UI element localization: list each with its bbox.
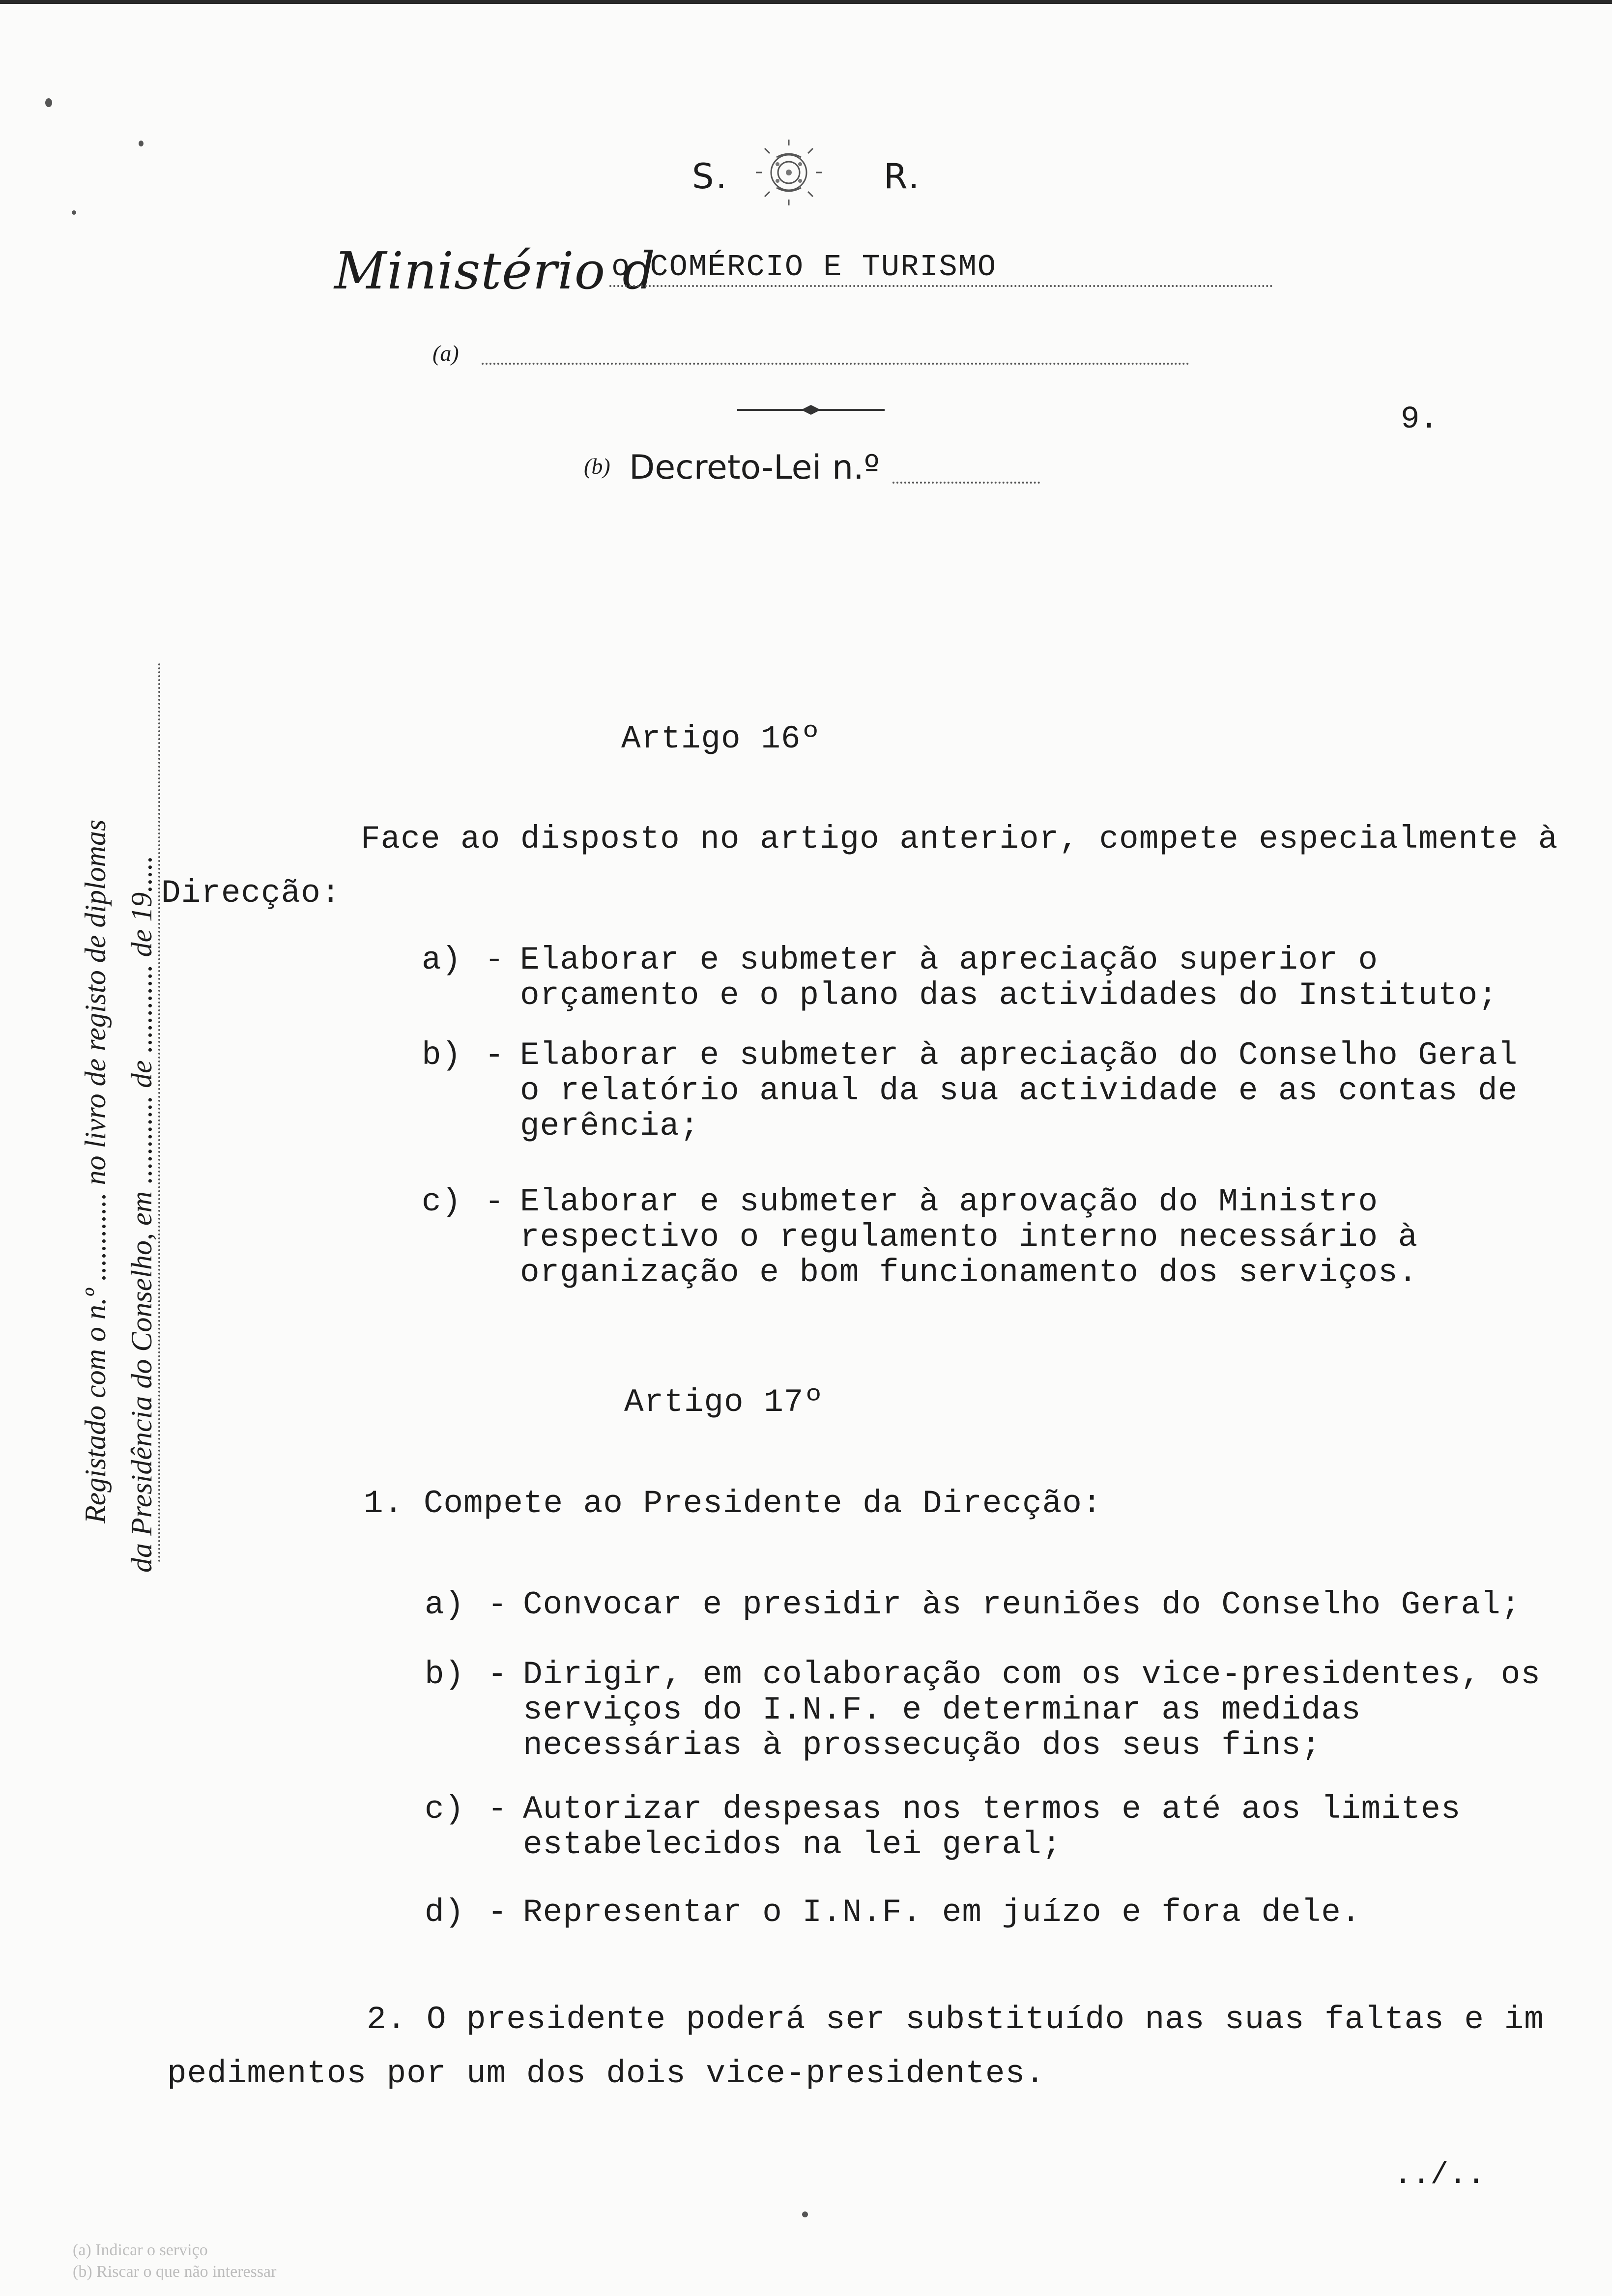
margin-council-line: da Presidência do Conselho, em ............ de ............ de 19..... [125,855,158,1573]
item-label: c) [425,1791,465,1828]
item-label: b) [422,1037,462,1074]
scan-speck [45,98,52,107]
item-dash: - [488,1791,508,1828]
item-text: Elaborar e submeter à aprovação do Ministro respectivo o regulamento interno necessário à organização e bom funcionamento dos serviços. [520,1183,1418,1291]
article-16-item-c [422,1184,1572,1292]
item-text: Elaborar e submeter à apreciação do Conselho Geral o relatório anual da sua actividade e as contas de gerência; [520,1037,1518,1145]
article-16-item-a [422,943,1572,1016]
article-16-intro-continued: Direcção: [161,875,341,912]
footnote-a: (a) Indicar o serviço [73,2241,208,2259]
item-label: a) [425,1586,465,1623]
r-letter: R. [884,156,921,197]
item-text: Elaborar e submeter à apreciação superior o orçamento e o plano das actividades do Instituto; [520,942,1498,1014]
ministry-dotted-line [609,285,1273,287]
item-text: Convocar e presidir às reuniões do Conselho Geral; [523,1586,1521,1623]
top-border [0,0,1612,4]
item-label: a) [422,942,462,978]
item-text: Representar o I.N.F. em juízo e fora dele. [523,1894,1361,1931]
item-label: d) [425,1894,465,1931]
continuation-mark: ../.. [1394,2157,1486,2192]
ministry-label: Ministério d [334,241,656,301]
item-dash: - [488,1586,508,1623]
footnote-b: (b) Riscar o que não interessar [73,2263,277,2281]
scan-speck [72,210,76,215]
margin-dotted-rule [158,663,160,1563]
item-dash: - [485,1037,505,1074]
item-dash: - [488,1894,508,1931]
ministry-name: o COMÉRCIO E TURISMO [611,250,997,285]
scan-speck [802,2211,808,2217]
scan-speck [139,141,144,146]
item-dash: - [485,942,505,978]
field-a-marker: (a) [432,341,459,366]
article-17-paragraph-2-continued: pedimentos por um dos dois vice-presidentes. [167,2055,1045,2092]
header-divider-ornament [737,404,885,416]
page-number: 9. [1401,402,1439,437]
item-label: c) [422,1183,462,1220]
article-17-title: Artigo 17º [624,1384,824,1421]
item-label: b) [425,1656,465,1693]
article-17-item-d [425,1895,1575,1934]
article-16-title: Artigo 16º [621,720,821,757]
article-17-item-a [425,1587,1575,1627]
article-16-intro: Face ao disposto no artigo anterior, compete especialmente à [361,821,1558,858]
decree-dotted-line [892,482,1040,484]
item-dash: - [488,1656,508,1693]
s-letter: S. [692,156,729,197]
coat-of-arms-emblem [752,136,826,209]
margin-registration-line: Registado com o n.º ............ no livro de registo de diplomas [79,819,112,1523]
article-17-item-c [425,1792,1575,1866]
article-16-item-b [422,1038,1572,1146]
item-text: Autorizar despesas nos termos e até aos limites estabelecidos na lei geral; [523,1791,1461,1863]
article-17-item-b [425,1657,1575,1765]
article-17-paragraph-1: 1. Compete ao Presidente da Direcção: [364,1485,1102,1522]
article-17-paragraph-2: 2. O presidente poderá ser substituído nas suas faltas e im [367,2001,1544,2038]
item-dash: - [485,1183,505,1220]
decree-label: Decreto-Lei n.º [629,448,880,487]
decree-marker: (b) [584,454,610,479]
item-text: Dirigir, em colaboração com os vice-presidentes, os serviços do I.N.F. e determinar as medidas necessárias à prossecução dos seus fins; [523,1656,1541,1764]
field-a-dotted-line [482,363,1189,365]
